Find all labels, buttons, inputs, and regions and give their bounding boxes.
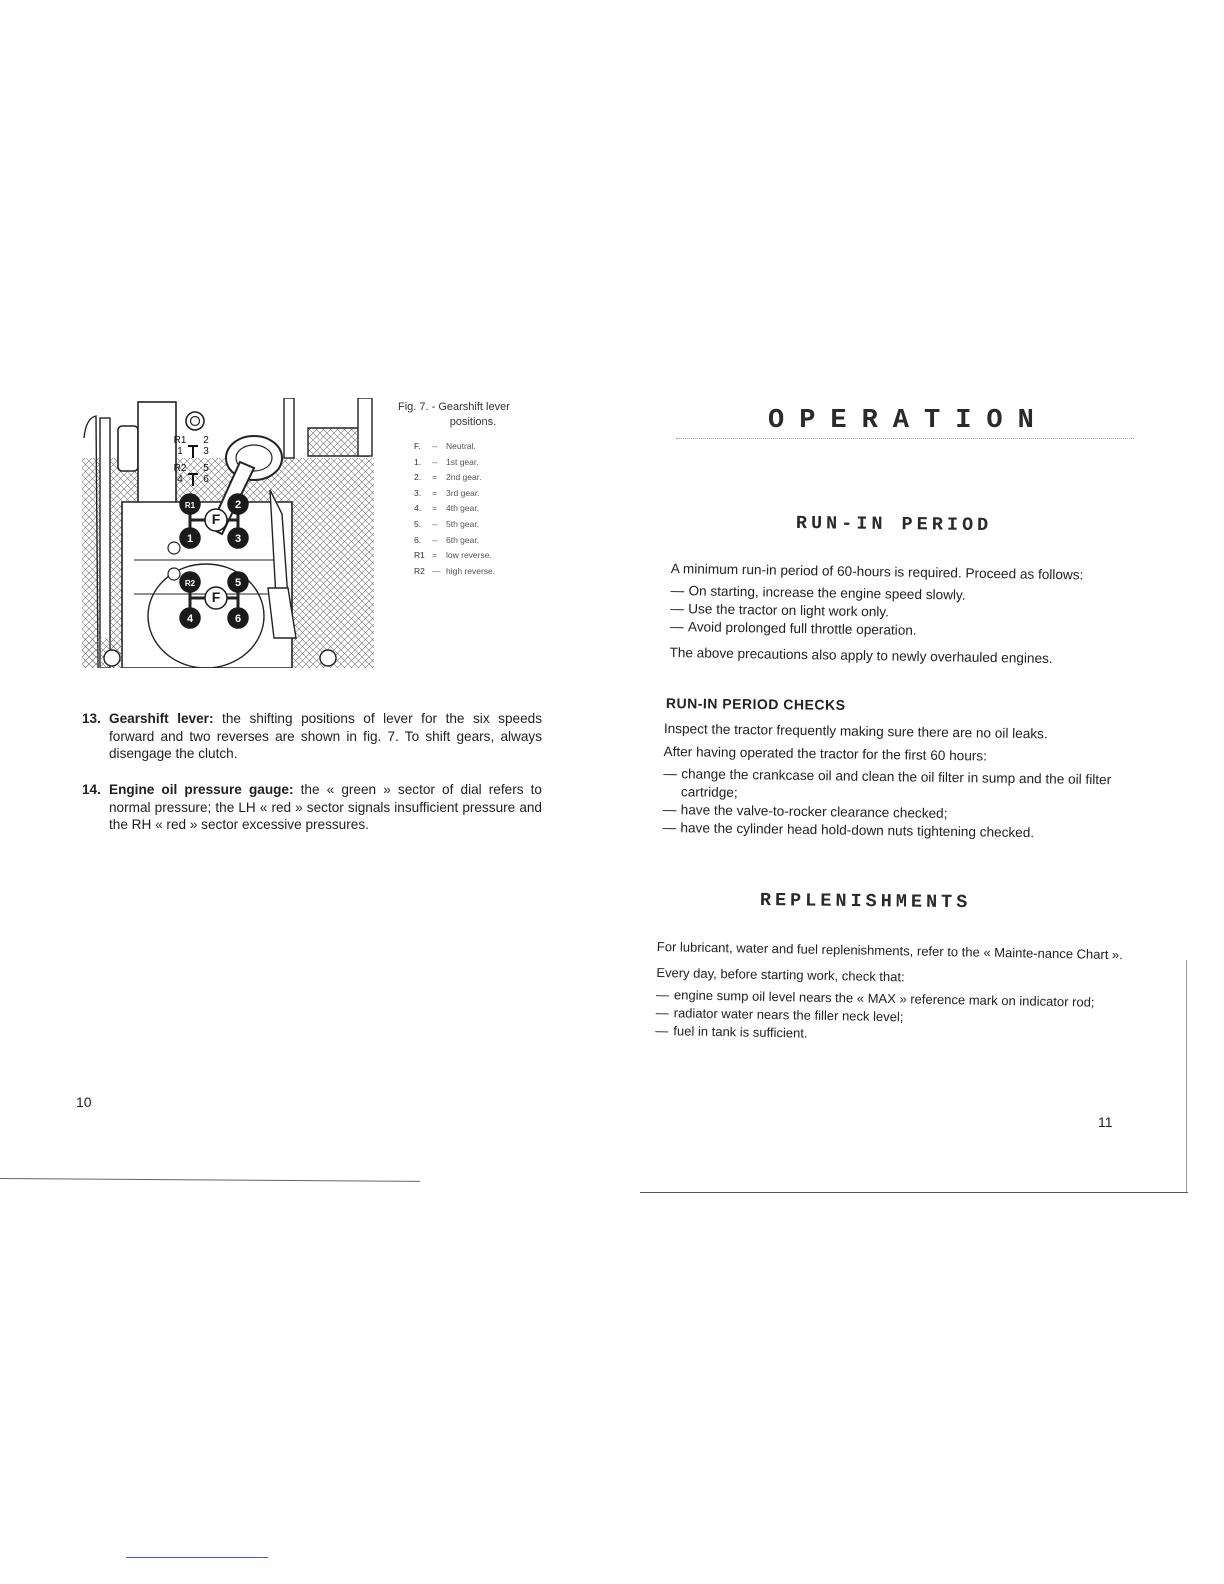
shift-pattern-label: 4 bbox=[177, 474, 183, 485]
figure-caption-title: Fig. 7. - Gearshift lever bbox=[398, 401, 510, 413]
gear-badge-label: F bbox=[211, 589, 221, 605]
legend-dash: = bbox=[432, 472, 437, 483]
gear-badge-label: F bbox=[211, 511, 221, 527]
legend-item bbox=[414, 470, 548, 486]
checks-line-2: After having operated the tractor for the first 60 hours: bbox=[663, 743, 988, 764]
legend-text: 3rd gear. bbox=[446, 487, 480, 498]
page-number-left: 10 bbox=[76, 1094, 92, 1110]
gear-legend bbox=[398, 439, 548, 579]
replenishments-intro: For lubricant, water and fuel replenishments, refer to the « Mainte-nance Chart ». bbox=[656, 938, 1123, 963]
gearshift-illustration bbox=[82, 398, 374, 668]
figure-caption-title-cont: positions. bbox=[449, 416, 497, 428]
gear-badge-label: 3 bbox=[234, 533, 242, 545]
shift-pattern-label: 3 bbox=[203, 446, 209, 457]
legend-dash: = bbox=[432, 503, 437, 514]
legend-dash: -- bbox=[432, 456, 438, 467]
legend-text: low reverse. bbox=[446, 550, 492, 561]
gear-badge-label: R1 bbox=[184, 501, 196, 510]
list-item: — Avoid prolonged full throttle operation. bbox=[670, 618, 1140, 643]
run-in-steps bbox=[670, 582, 1141, 643]
legend-item bbox=[414, 455, 548, 471]
shift-pattern-label: 1 bbox=[177, 446, 183, 457]
legend-code: R1 bbox=[414, 550, 425, 561]
item-number: 14. bbox=[82, 782, 101, 797]
gear-badge bbox=[228, 494, 248, 514]
title-divider bbox=[676, 438, 1134, 439]
gear-badge bbox=[180, 494, 200, 514]
checks-steps bbox=[662, 765, 1128, 843]
legend-text: 1st gear. bbox=[446, 456, 479, 467]
legend-code: 3. bbox=[414, 487, 422, 498]
legend-item bbox=[414, 533, 548, 549]
legend-dash: = bbox=[432, 550, 437, 561]
list-item: — radiator water nears the filler neck level; bbox=[656, 1004, 1124, 1030]
list-item: — change the crankcase oil and clean the oil filter in sump and the oil filter cartridge; bbox=[663, 765, 1128, 807]
heading-replenishments: REPLENISHMENTS bbox=[759, 890, 972, 914]
item-term: Engine oil pressure gauge: bbox=[109, 782, 294, 797]
legend-code: 5. bbox=[414, 518, 422, 529]
item-body bbox=[109, 781, 542, 834]
list-item: — engine sump oil level nears the « MAX » reference mark on indicator rod; bbox=[656, 986, 1124, 1012]
legend-item bbox=[414, 501, 548, 517]
list-item-oil-pressure-gauge bbox=[82, 781, 542, 834]
legend-code: 1. bbox=[414, 456, 422, 467]
legend-item bbox=[414, 548, 548, 564]
gear-badge bbox=[228, 608, 248, 628]
item-text: the shifting positions of lever for the six speeds forward and two reverses are shown in fig. 7. To shift gears, always disengage the clutch. bbox=[109, 711, 542, 761]
shift-pattern-label: R2 bbox=[173, 463, 187, 474]
checks-section bbox=[662, 720, 1129, 843]
legend-code: 4. bbox=[414, 503, 422, 514]
replenishments-line-2: Every day, before starting work, check that: bbox=[656, 964, 905, 985]
legend-code: F. bbox=[414, 441, 421, 451]
gear-badge bbox=[228, 572, 248, 592]
heading-run-in-checks: RUN-IN PERIOD CHECKS bbox=[665, 695, 846, 713]
gear-badge-label: 4 bbox=[186, 613, 194, 625]
list-item: — On starting, increase the engine speed slowly. bbox=[670, 582, 1140, 607]
page-edge-right-side bbox=[1186, 960, 1188, 1192]
legend-code: 6. bbox=[414, 534, 422, 545]
legend-code: R2 bbox=[414, 565, 425, 576]
figure-caption bbox=[398, 400, 548, 579]
item-text: the « green » sector of dial refers to normal pressure; the LH « red » sector signals insufficient pressure and the RH « red » sector excessive pressures. bbox=[109, 782, 542, 832]
gear-badge bbox=[180, 572, 200, 592]
replenishments-section bbox=[655, 938, 1125, 1048]
gear-badge bbox=[180, 608, 200, 628]
list-item: — have the valve-to-rocker clearance checked; bbox=[663, 801, 1128, 825]
gear-badge-label: 1 bbox=[186, 533, 194, 545]
page-number-right: 11 bbox=[1098, 1114, 1113, 1130]
gear-badge bbox=[180, 528, 200, 548]
legend-code: 2. bbox=[414, 472, 422, 483]
item-term: Gearshift lever: bbox=[109, 711, 214, 726]
legend-dash: — bbox=[432, 565, 441, 576]
legend-dash: -- bbox=[432, 441, 438, 451]
legend-text: 2nd gear. bbox=[446, 472, 482, 483]
blue-rule bbox=[126, 1557, 268, 1558]
legend-text: 4th gear. bbox=[446, 503, 480, 514]
legend-item bbox=[414, 439, 548, 455]
run-in-note: The above precautions also apply to newly overhauled engines. bbox=[669, 644, 1053, 667]
gear-badge-label: 6 bbox=[234, 613, 242, 625]
heading-run-in-period: RUN-IN PERIOD bbox=[795, 513, 993, 537]
list-item: — fuel in tank is sufficient. bbox=[655, 1022, 1123, 1048]
shift-pattern-label: R1 bbox=[173, 435, 187, 446]
page-edge-left bbox=[0, 1178, 420, 1182]
legend-item bbox=[414, 564, 548, 580]
shift-pattern-label: 5 bbox=[203, 463, 209, 474]
legend-dash: -- bbox=[432, 518, 438, 529]
neutral-badge bbox=[205, 587, 227, 609]
page-title: OPERATION bbox=[768, 406, 1049, 436]
gearshift-figure bbox=[82, 398, 374, 668]
legend-text: high reverse. bbox=[446, 565, 496, 576]
list-item-gearshift-lever bbox=[82, 710, 542, 763]
legend-text: 6th gear. bbox=[446, 534, 480, 545]
gear-badge-label: 2 bbox=[234, 499, 242, 511]
legend-text: Neutral. bbox=[446, 441, 476, 451]
page-edge-right bbox=[640, 1192, 1188, 1193]
legend-item bbox=[414, 517, 548, 533]
legend-text: 5th gear. bbox=[446, 518, 480, 529]
list-item: — have the cylinder head hold-down nuts tightening checked. bbox=[662, 819, 1127, 843]
gear-badge bbox=[228, 528, 248, 548]
run-in-section bbox=[669, 560, 1141, 669]
gear-badge-label: 5 bbox=[234, 577, 242, 589]
shift-pattern-label: 6 bbox=[203, 474, 209, 485]
neutral-badge bbox=[205, 509, 227, 531]
list-item: — Use the tractor on light work only. bbox=[670, 600, 1140, 625]
shift-pattern-label: 2 bbox=[203, 435, 209, 446]
checks-line-1: Inspect the tractor frequently making sure there are no oil leaks. bbox=[663, 720, 1048, 742]
legend-dash: = bbox=[432, 487, 437, 498]
item-body bbox=[109, 710, 542, 763]
gear-badge-label: R2 bbox=[184, 579, 196, 588]
legend-item bbox=[414, 486, 548, 502]
replenishments-steps bbox=[655, 986, 1124, 1048]
legend-dash: -- bbox=[432, 534, 438, 545]
run-in-intro: A minimum run-in period of 60-hours is required. Proceed as follows: bbox=[670, 560, 1084, 583]
item-number: 13. bbox=[82, 711, 101, 726]
